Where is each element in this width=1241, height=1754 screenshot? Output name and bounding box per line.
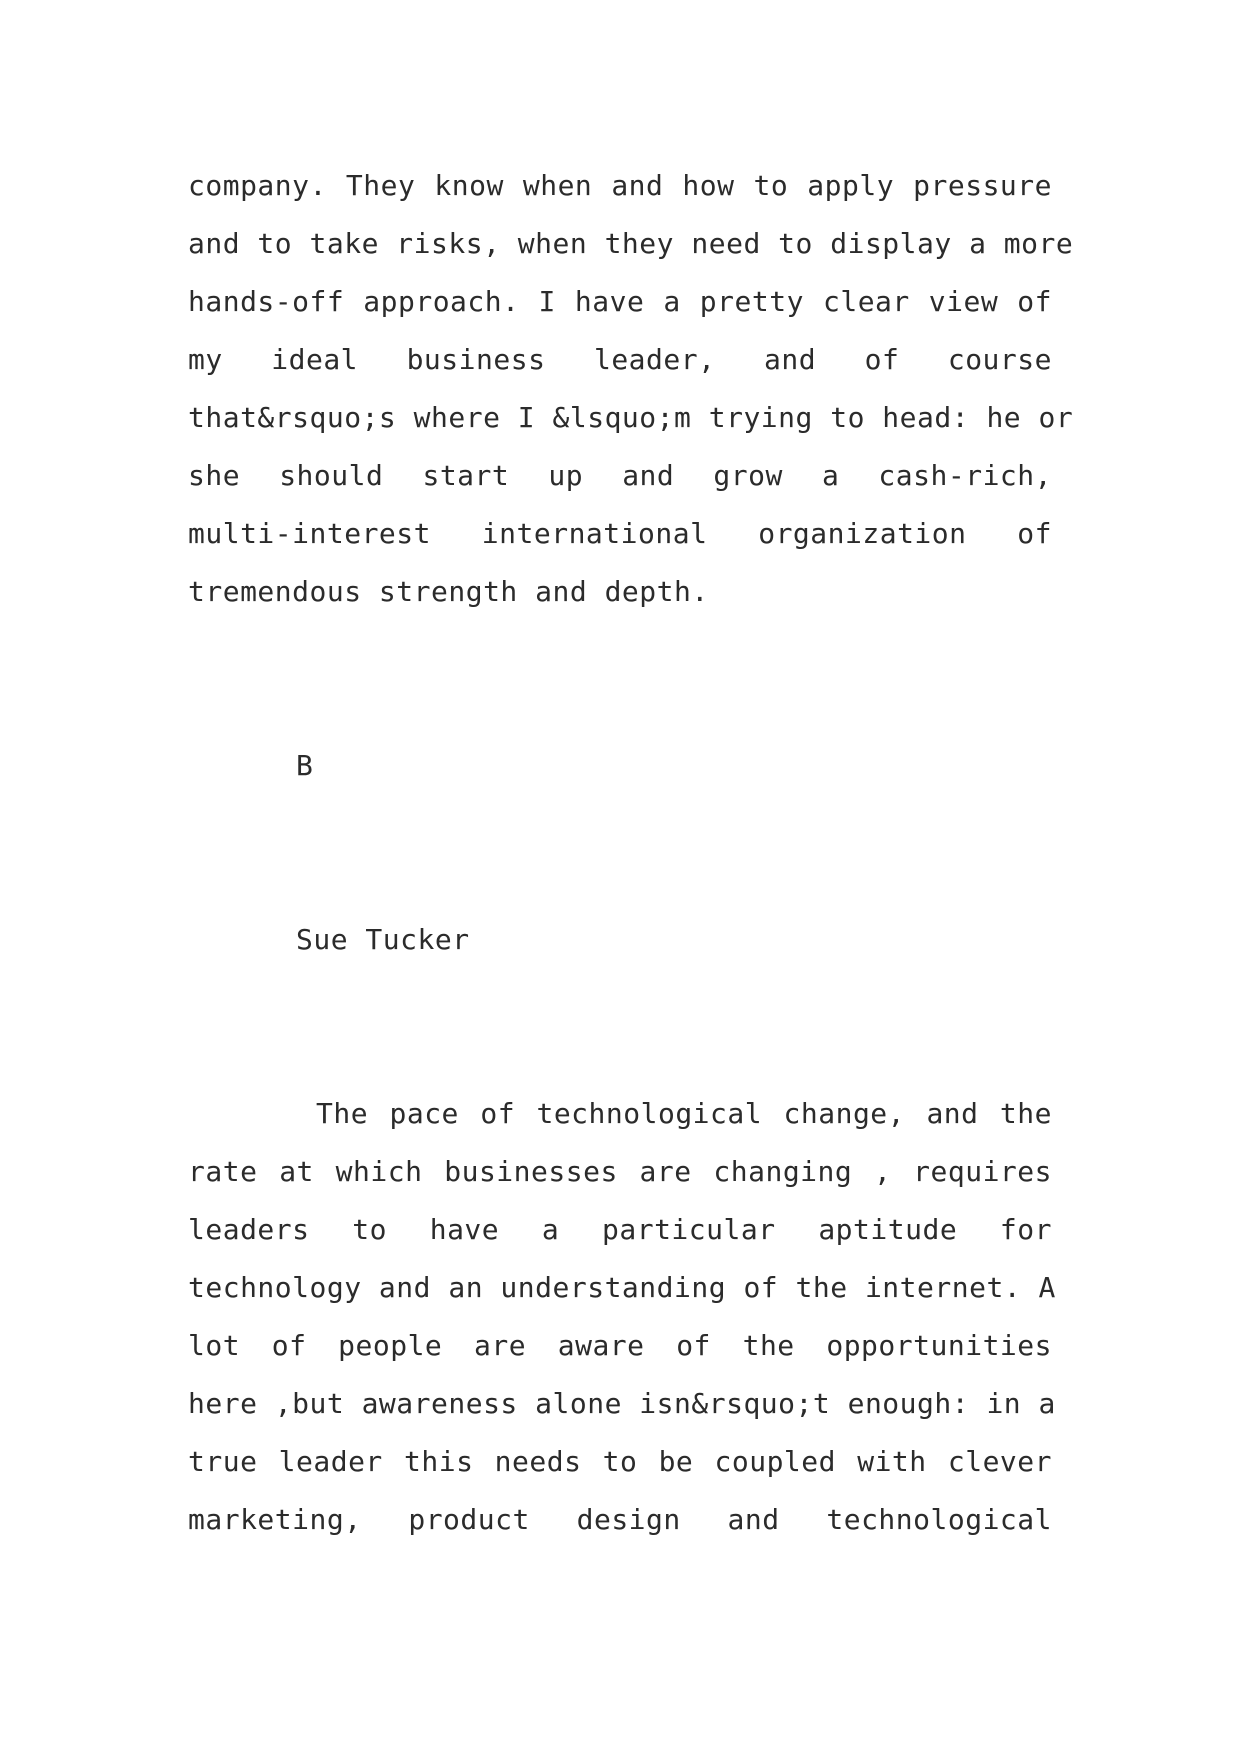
paragraph2-line: here ,but awareness alone isn&rsquo;t enough: in a	[188, 1387, 1056, 1420]
paragraph2-line: rate at which businesses are changing , requires	[188, 1155, 1052, 1188]
paragraph2-line: technology and an understanding of the internet. A	[188, 1271, 1056, 1304]
section-label: B	[296, 749, 314, 782]
author-name: Sue Tucker	[296, 923, 470, 956]
paragraph1-line: and to take risks, when they need to display a more	[188, 227, 1074, 260]
paragraph2-line: lot of people are aware of the opportunities	[188, 1329, 1052, 1362]
paragraph1-line: my ideal business leader, and of course	[188, 343, 1052, 376]
paragraph1-line: multi-interest international organization of	[188, 517, 1052, 550]
paragraph1-line: hands-off approach. I have a pretty clear view of	[188, 285, 1052, 318]
paragraph2-line: true leader this needs to be coupled with clever	[188, 1445, 1052, 1478]
paragraph2-line: The pace of technological change, and the	[316, 1097, 1052, 1130]
paragraph1-line: that&rsquo;s where I &lsquo;m trying to head: he or	[188, 401, 1074, 434]
paragraph2-line: leaders to have a particular aptitude for	[188, 1213, 1052, 1246]
paragraph2-line: marketing, product design and technological	[188, 1503, 1052, 1536]
paragraph1-line: company. They know when and how to apply pressure	[188, 169, 1052, 202]
paragraph1-line: she should start up and grow a cash-rich,	[188, 459, 1052, 492]
paragraph1-line: tremendous strength and depth.	[188, 575, 709, 608]
